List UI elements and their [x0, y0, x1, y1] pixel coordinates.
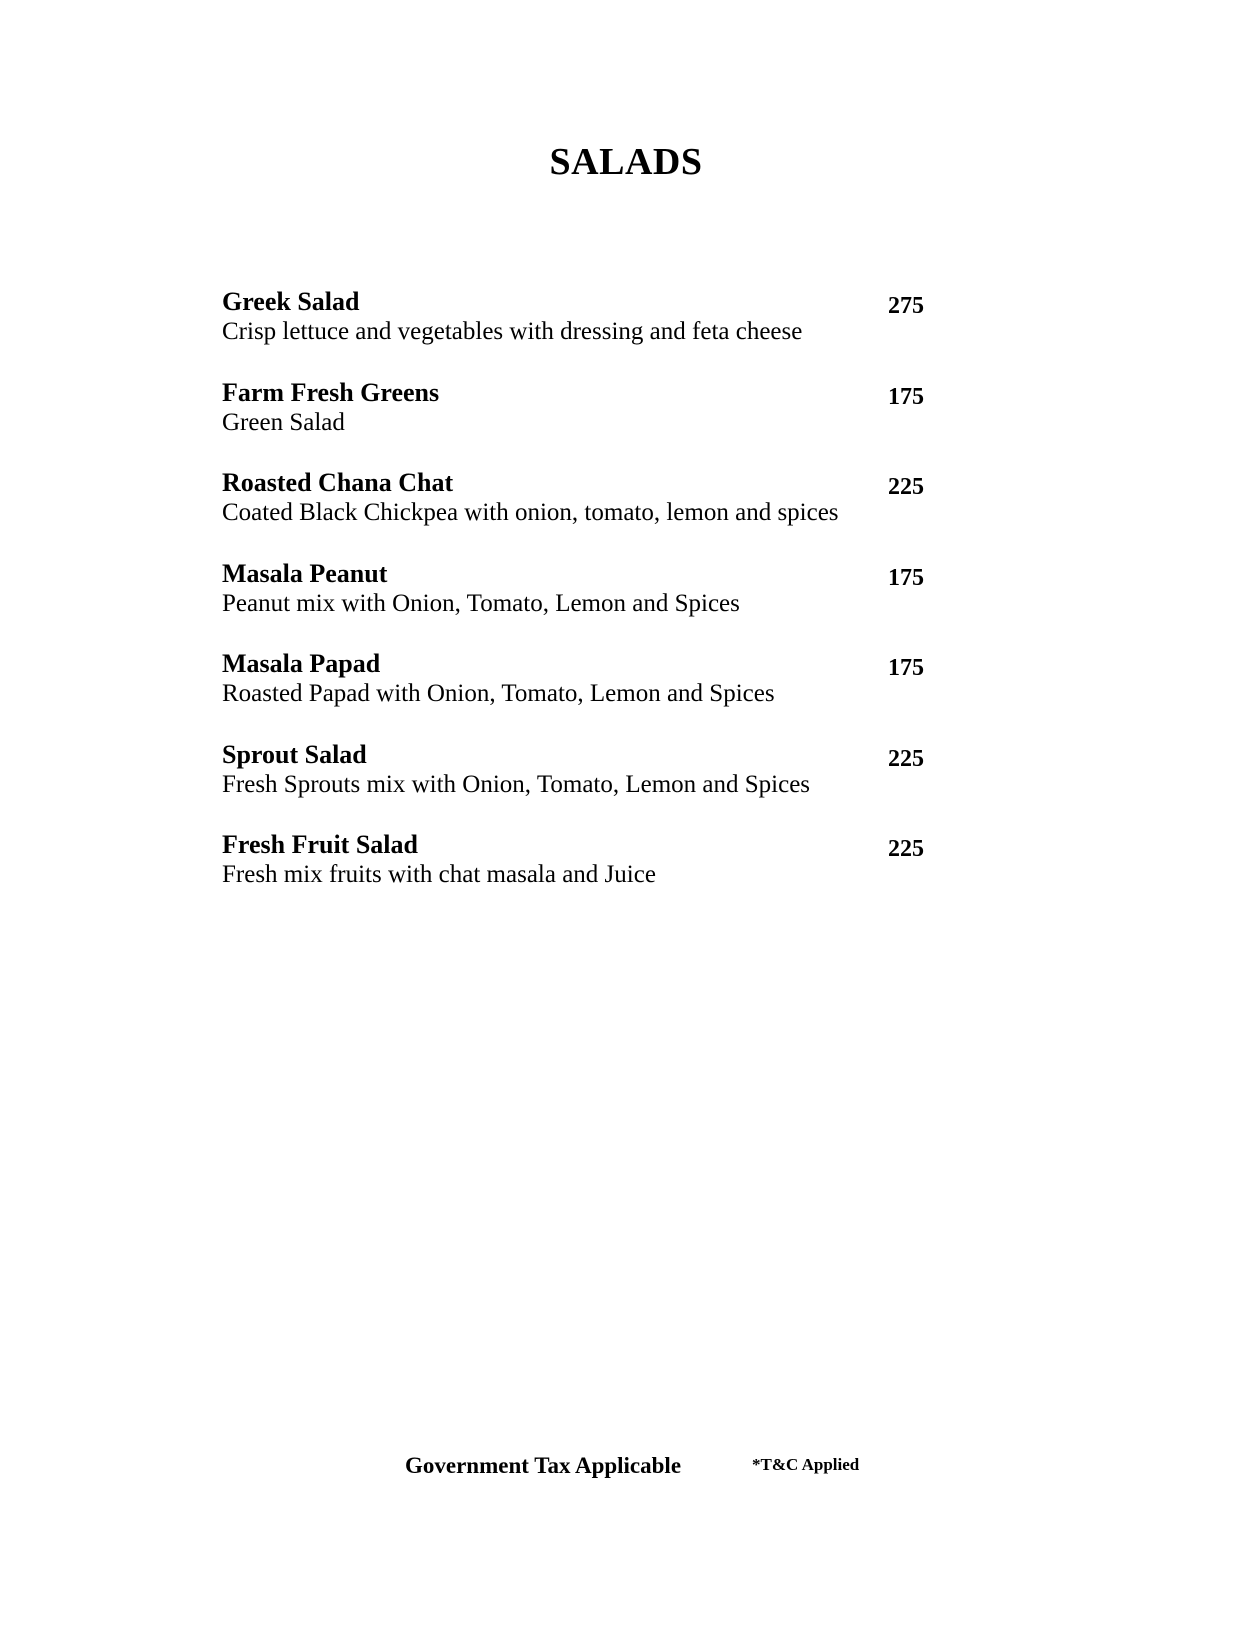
menu-item-price: 175 [888, 564, 924, 591]
menu-item [222, 649, 942, 740]
menu-item-description: Green Salad [222, 408, 345, 436]
menu-list [222, 287, 942, 921]
menu-item [222, 468, 942, 559]
menu-item-description: Coated Black Chickpea with onion, tomato, lemon and spices [222, 499, 839, 526]
menu-item-price: 175 [888, 655, 924, 681]
menu-item-price: 225 [888, 836, 924, 862]
menu-item-name: Fresh Fruit Salad [222, 830, 418, 859]
menu-item-description: Peanut mix with Onion, Tomato, Lemon and Spices [222, 589, 740, 617]
menu-item-name: Masala Peanut [222, 558, 388, 588]
menu-item-name: Sprout Salad [222, 739, 367, 769]
menu-item [222, 287, 942, 378]
menu-item-description: Crisp lettuce and vegetables with dressing and feta cheese [222, 318, 803, 345]
menu-item [222, 740, 942, 831]
page-title: SALADS [549, 141, 703, 183]
menu-item-price: 275 [888, 293, 924, 319]
menu-item-name: Greek Salad [222, 287, 360, 316]
menu-item-price: 225 [888, 745, 924, 772]
footer [0, 1453, 1252, 1487]
terms-note: *T&C Applied [752, 1455, 860, 1474]
menu-item-description: Fresh Sprouts mix with Onion, Tomato, Lemon and Spices [222, 770, 811, 798]
menu-item [222, 378, 942, 469]
menu-item-name: Farm Fresh Greens [222, 377, 440, 407]
menu-item-price: 225 [888, 474, 924, 500]
menu-item-name: Roasted Chana Chat [222, 468, 454, 497]
menu-item-description: Fresh mix fruits with chat masala and Juice [222, 861, 656, 888]
menu-item-description: Roasted Papad with Onion, Tomato, Lemon and Spices [222, 680, 775, 707]
menu-item [222, 830, 942, 921]
menu-item [222, 559, 942, 650]
tax-note: Government Tax Applicable [405, 1453, 682, 1478]
menu-item-price: 175 [888, 383, 924, 410]
menu-item-name: Masala Papad [222, 649, 381, 678]
